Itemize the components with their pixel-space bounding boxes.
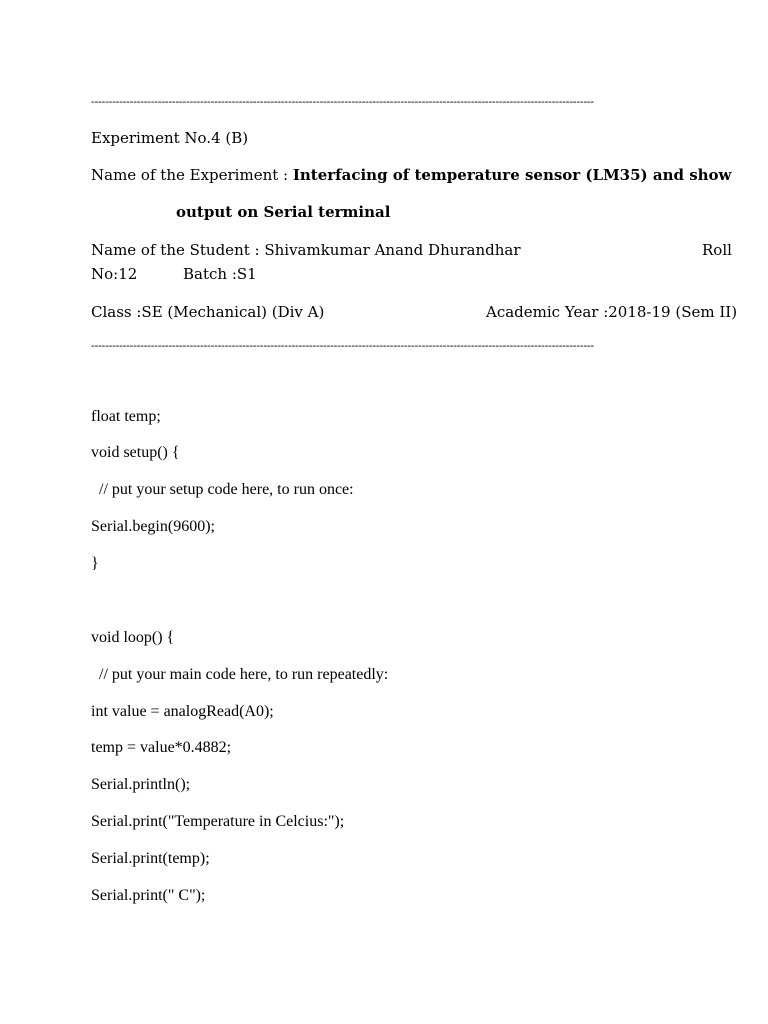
- code-line: Serial.print(" C");: [91, 887, 206, 904]
- code-line: // put your main code here, to run repeatedly:: [91, 666, 389, 683]
- code-line: Serial.println();: [91, 776, 191, 793]
- code-line: void loop() {: [91, 629, 175, 646]
- experiment-title-line1: Interfacing of temperature sensor (LM35) and show: [292, 166, 732, 184]
- class-info: Class :SE (Mechanical) (Div A): [91, 303, 325, 321]
- experiment-number: Experiment No.4 (B): [91, 129, 249, 147]
- code-line: Serial.print("Temperature in Celcius:");: [91, 813, 345, 830]
- code-line: Serial.begin(9600);: [91, 518, 215, 535]
- code-line: void setup() {: [91, 444, 180, 461]
- roll-label: Roll: [702, 241, 732, 259]
- roll-number: No:12: [91, 265, 138, 283]
- experiment-name-label: Name of the Experiment :: [91, 166, 293, 184]
- student-name: Name of the Student : Shivamkumar Anand Dhurandhar: [91, 241, 521, 259]
- code-line: Serial.print(temp);: [91, 850, 210, 867]
- bottom-divider: -----------------------------------------------------------------------------------------------------------------------------------------------: [91, 339, 594, 352]
- code-line: }: [91, 555, 99, 572]
- experiment-title-line2: output on Serial terminal: [176, 203, 391, 221]
- experiment-name-line: [91, 165, 731, 185]
- batch: Batch :S1: [183, 265, 257, 283]
- code-line: int value = analogRead(A0);: [91, 703, 274, 720]
- code-line: float temp;: [91, 408, 161, 425]
- academic-year: Academic Year :2018-19 (Sem II): [486, 303, 738, 321]
- top-divider: -----------------------------------------------------------------------------------------------------------------------------------------------: [91, 95, 594, 108]
- code-line: // put your setup code here, to run once:: [91, 481, 354, 498]
- code-line: temp = value*0.4882;: [91, 739, 232, 756]
